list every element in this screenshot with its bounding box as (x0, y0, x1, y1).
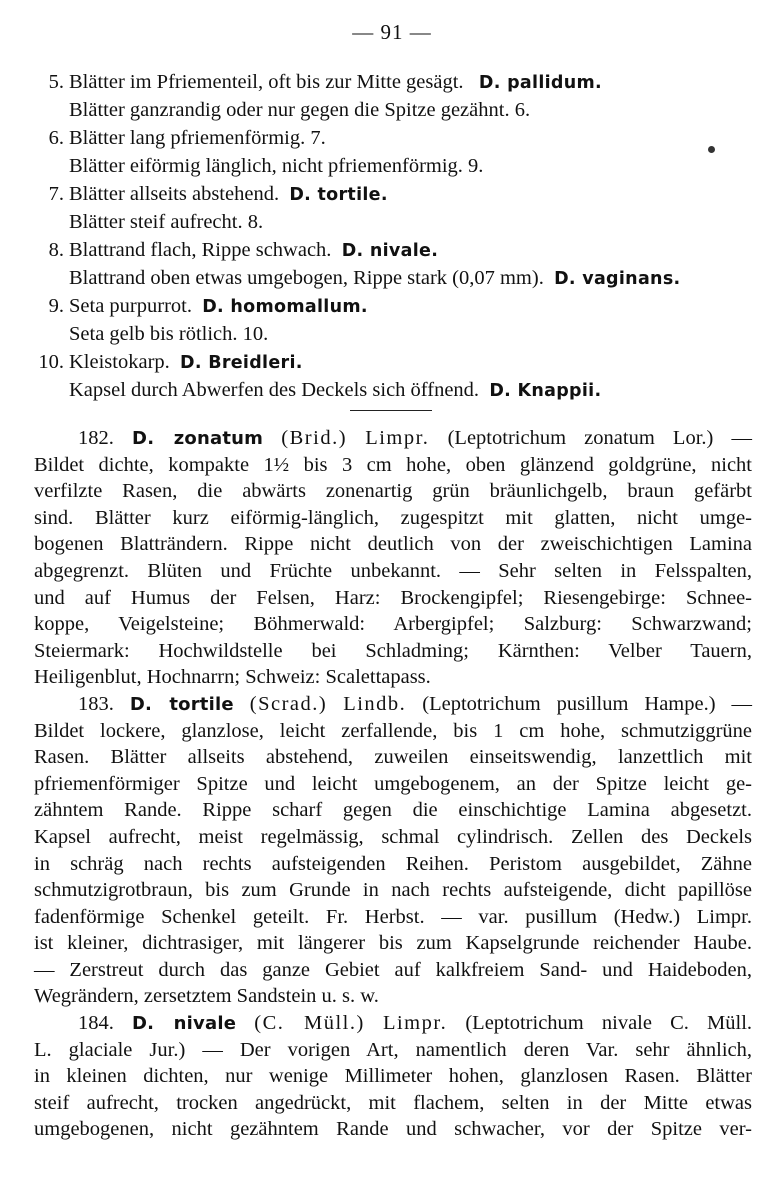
key-species: D. vaginans. (554, 269, 681, 289)
text-line: Kapsel aufrecht, meist regelmässig, schmal cylindrisch. Zellen des Deckels (34, 825, 752, 848)
key-row (34, 264, 764, 292)
text-line: koppe, Veigelsteine; Böhmerwald: Arbergipfel; Salzburg: Schwarzwand; (34, 613, 752, 636)
entry-heading (34, 691, 752, 718)
species-descriptions (34, 425, 752, 1143)
text-line: sind. Blätter kurz eiförmig-länglich, zugespitzt mit glatten, nicht umge- (34, 506, 752, 529)
species-author: (Brid.) (281, 427, 348, 449)
species-author: (C. Müll.) (254, 1012, 365, 1035)
key-species: D. pallidum. (478, 73, 602, 93)
synonym: (Leptotrichum pusillum Hampe.) — (422, 692, 753, 715)
key-species: D. Knappii. (489, 381, 602, 401)
species-name: D. tortile (129, 693, 234, 715)
key-description: Seta purpurrot. (69, 295, 192, 317)
key-row (34, 68, 764, 96)
species-author: Limpr. (382, 1012, 448, 1035)
text-line: ist kleiner, dichtrasiger, mit längerer bis zum Kapselgrunde reichender Haube. (34, 932, 752, 955)
text-line: in kleinen dichten, nur wenige Millimeter hohen, glanzlosen Rasen. Blätter (34, 1065, 752, 1088)
key-description: Blätter im Pfriementeil, oft bis zur Mitte gesägt. (69, 71, 464, 93)
key-row (34, 124, 764, 152)
key-row (34, 376, 764, 404)
text-line: Wegrändern, zersetztem Sandstein u. s. w. (34, 985, 379, 1008)
key-text (69, 180, 388, 209)
key-text (69, 236, 438, 265)
text-line: fadenförmige Schenkel geteilt. Fr. Herbst. — var. pusillum (Hedw.) Limpr. (34, 905, 752, 928)
key-species: D. tortile. (289, 185, 388, 205)
key-species: D. homomallum. (202, 297, 368, 317)
text-line: und auf Humus der Felsen, Harz: Brockengipfel; Riesengebirge: Schnee- (34, 586, 752, 609)
key-number: 7. (48, 183, 64, 205)
key-text (69, 376, 601, 405)
key-row (34, 236, 764, 264)
key-text (69, 264, 680, 293)
key-text (69, 320, 268, 348)
species-author: Lindb. (343, 692, 407, 715)
text-line: steif aufrecht, trocken angedrückt, mit flachem, selten in der Mitte etwas (34, 1091, 752, 1114)
text-line: — Zerstreut durch das ganze Gebiet auf kalkfreiem Sand- und Haideboden, (34, 958, 752, 981)
key-text (69, 348, 303, 377)
text-line: Bildet lockere, glanzlose, leicht zerfallende, bis 1 cm hohe, schmutziggrüne (34, 719, 752, 742)
text-line: pfriemenförmiger Spitze und leicht umgebogenem, an der Spitze leicht ge- (34, 772, 752, 795)
text-line: L. glaciale Jur.) — Der vorigen Art, namentlich deren Var. sehr ähnlich, (34, 1038, 752, 1061)
key-description: Kleistokarp. (69, 351, 170, 373)
species-name: D. nivale (132, 1013, 237, 1035)
key-description: Kapsel durch Abwerfen des Deckels sich öffnend. (69, 379, 480, 401)
text-line: Steiermark: Hochwildstelle bei Schladming; Kärnthen: Velber Tauern, (34, 639, 752, 662)
key-description: Seta gelb bis rötlich. 10. (69, 323, 269, 345)
key-text (69, 152, 483, 180)
key-number: 6. (48, 127, 64, 149)
entry-number: 184. (78, 1012, 114, 1035)
entry-number: 182. (78, 427, 114, 449)
entry-heading (34, 1010, 752, 1037)
key-description: Blätter eiförmig länglich, nicht pfriemenförmig. 9. (69, 155, 484, 177)
text-line: Rasen. Blätter allseits abstehend, zuweilen einseitswendig, lanzettlich mit (34, 746, 752, 769)
identification-key (34, 68, 764, 404)
key-number: 8. (48, 239, 64, 261)
key-text (69, 68, 602, 97)
key-description: Blätter steif aufrecht. 8. (69, 211, 264, 233)
key-species: D. nivale. (341, 241, 439, 261)
key-number: 5. (48, 71, 64, 93)
key-description: Blätter ganzrandig oder nur gegen die Spitze gezähnt. 6. (69, 99, 531, 121)
key-text (69, 124, 326, 152)
section-divider (350, 410, 432, 411)
key-text (69, 96, 530, 124)
text-line: Bildet dichte, kompakte 1½ bis 3 cm hohe, oben glänzend goldgrüne, nicht (34, 453, 752, 476)
key-description: Blattrand flach, Rippe schwach. (69, 239, 332, 261)
key-species: D. Breidleri. (180, 353, 303, 373)
key-row (34, 208, 764, 236)
key-row (34, 348, 764, 376)
text-line: in schräg nach rechts aufsteigenden Reihen. Peristom ausgebildet, Zähne (34, 852, 752, 875)
key-row (34, 292, 764, 320)
key-row (34, 180, 764, 208)
text-line: verfilzte Rasen, die abwärts zonenartig grün bräunlichgelb, braun gefärbt (34, 480, 752, 503)
species-author: (Scrad.) (249, 692, 328, 715)
key-description: Blattrand oben etwas umgebogen, Rippe stark (0,07 mm). (69, 267, 544, 289)
key-text (69, 208, 263, 236)
key-row (34, 96, 764, 124)
text-line: zähntem Rande. Rippe scharf gegen die einschichtige Lamina abgesetzt. (34, 799, 752, 822)
key-description: Blätter lang pfriemenförmig. 7. (69, 127, 326, 149)
entry-heading (34, 425, 752, 452)
key-number: 10. (38, 351, 64, 373)
key-description: Blätter allseits abstehend. (69, 183, 280, 205)
synonym: (Leptotrichum nivale C. Müll. (465, 1012, 753, 1035)
text-line: Heiligenblut, Hochnarrn; Schweiz: Scalettapass. (34, 666, 431, 689)
species-author: Limpr. (365, 427, 430, 449)
text-line: umgebogenen, nicht gezähntem Rande und schwacher, vor der Spitze ver- (34, 1118, 752, 1141)
ink-blot (708, 146, 715, 153)
text-line: abgegrenzt. Blüten und Früchte unbekannt. — Sehr selten in Felsspalten, (34, 559, 752, 582)
key-text (69, 292, 368, 321)
text-line: bogenen Blatträndern. Rippe nicht deutlich von der zweischichtigen Lamina (34, 533, 752, 556)
key-number: 9. (48, 295, 64, 317)
text-line: schmutzigrotbraun, bis zum Grunde in nach rechts aufsteigende, dicht papillöse (34, 879, 752, 902)
page-number: — 91 — (352, 20, 432, 44)
synonym: (Leptotrichum zonatum Lor.) — (447, 427, 753, 449)
key-row (34, 320, 764, 348)
entry-number: 183. (78, 692, 114, 715)
species-name: D. zonatum (132, 428, 264, 449)
key-row (34, 152, 764, 180)
